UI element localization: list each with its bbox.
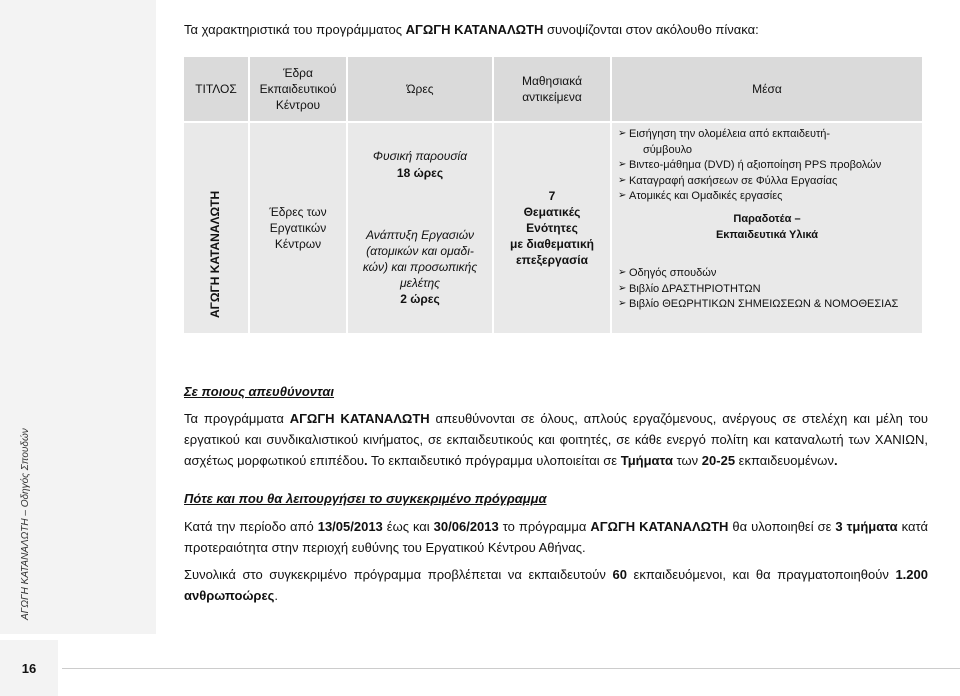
means-item: ➢ Καταγραφή ασκήσεων σε Φύλλα Εργασίας: [618, 174, 916, 190]
program-name: ΑΓΩΓΗ ΚΑΤΑΝΑΛΩΤΗ: [289, 411, 430, 426]
learning-line3: Ενότητες: [526, 220, 578, 235]
text-run: Το εκπαιδευτικό πρόγραμμα υλοποιείται σε: [367, 453, 621, 468]
summary-paragraph: [184, 564, 928, 606]
intro-post: συνοψίζονται στον ακόλουθο πίνακα:: [543, 22, 759, 37]
intro-pre: Τα χαρακτηριστικά του προγράμματος: [184, 22, 406, 37]
learning-line4: με διαθεματική: [510, 237, 594, 252]
text-run: κατά προτεραιότητα στην περιοχή ευθύνης του Εργατικού Κέντρου Αθήνας.: [184, 519, 928, 555]
date-from: 13/05/2013: [317, 519, 383, 534]
hours-dev: 2 ώρες: [400, 292, 440, 307]
date-to: 30/06/2013: [433, 519, 499, 534]
text-run: .: [833, 453, 838, 468]
header-means: Μέσα: [612, 57, 922, 121]
means-item: ➢ Οδηγός σπουδών: [618, 266, 916, 282]
hours-dev-line4: μελέτης: [399, 276, 440, 291]
means-item: ➢ Βιντεο-μάθημα (DVD) ή αξιοποίηση PPS προβολών: [618, 158, 916, 174]
deliverables-line1: Παραδοτέα –: [733, 213, 801, 226]
text-run: έως και: [382, 519, 434, 534]
footer-divider: [62, 668, 960, 669]
means-item: ➢ Εισήγηση την ολομέλεια από εκπαιδευτή-: [618, 127, 916, 143]
learning-cell: [494, 123, 610, 333]
sidebar-vertical-text: ΑΓΩΓΗ ΚΑΤΑΝΑΛΩΤΗ – Οδηγός Σπουδών: [20, 428, 31, 620]
when-heading: Πότε και που θα λειτουργήσει το συγκεκριμένο πρόγραμμα: [184, 491, 547, 506]
text-run: Συνολικά στο συγκεκριμένο πρόγραμμα προβλέπεται να εκπαιδευτούν: [184, 567, 613, 582]
means-item: ➢ Ατομικές και Ομαδικές εργασίες: [618, 189, 916, 205]
intro-text: [184, 22, 759, 37]
means-item-continued: σύμβουλο: [643, 143, 693, 156]
text-run: απευθύνονται σε όλους, απλούς εργαζόμενους, ανέργους σε στελέχη και μέλη του εργατικού και συνδικαλιστικού κινήματος, σε εκπαιδευτικούς και φοιτητές, σε κάθε ενεργό πολίτη και καταναλωτή των ΧΑΝΙΩΝ, ασχέτως μορφωτικού επιπέδου: [184, 411, 928, 468]
title-vertical: ΑΓΩΓΗ ΚΑΤΑΝΑΛΩΤΗ: [208, 190, 222, 318]
text-run: θα υλοποιηθεί σε: [728, 519, 836, 534]
means-item: ➢ Βιβλίο ΘΕΩΡΗΤΙΚΩΝ ΣΗΜΕΙΩΣΕΩΝ & ΝΟΜΟΘΕΣΙΑΣ: [618, 297, 916, 313]
trainees-count: 60: [612, 567, 627, 582]
deliverables-heading: [618, 212, 916, 243]
hours-dev-line1: Ανάπτυξη Εργασιών: [365, 227, 475, 242]
trainee-range: 20-25: [701, 453, 736, 468]
text-run: Κατά την περίοδο από: [184, 519, 318, 534]
hours-cell: [348, 123, 492, 333]
text-run: εκπαιδευόμενοι, και θα πραγματοποιηθούν: [626, 567, 896, 582]
text-run: εκπαιδευομένων: [735, 453, 834, 468]
sidebar-panel: [0, 0, 156, 634]
header-seat: Έδρα Εκπαιδευτικού Κέντρου: [250, 57, 346, 121]
deliverables-line2: Εκπαιδευτικά Υλικά: [715, 228, 819, 241]
learning-line2: Θεματικές: [523, 204, 581, 219]
text-run: των: [672, 453, 702, 468]
audience-heading: Σε ποιους απευθύνονται: [184, 384, 335, 399]
title-vertical-cell: [184, 123, 248, 333]
audience-paragraph: [184, 408, 928, 471]
program-name: ΑΓΩΓΗ ΚΑΤΑΝΑΛΩΤΗ: [590, 519, 729, 534]
header-learning: Μαθησιακά αντικείμενα: [494, 57, 610, 121]
seat-cell: Έδρες των Εργατικών Κέντρων: [250, 123, 346, 333]
text-run: Τα προγράμματα: [184, 411, 290, 426]
learning-line1: 7: [548, 188, 556, 203]
hours-dev-line2: (ατομικών και ομαδι-: [366, 243, 474, 258]
sections-label: Τμήματα: [620, 453, 673, 468]
hours-physical-label: Φυσική παρουσία: [372, 149, 468, 164]
header-title: ΤΙΤΛΟΣ: [184, 57, 248, 121]
hours-dev-line3: κών) και προσωπικής: [362, 260, 478, 275]
intro-program: ΑΓΩΓΗ ΚΑΤΑΝΑΛΩΤΗ: [405, 22, 544, 37]
means-cell: [612, 123, 922, 333]
header-hours: Ώρες: [348, 57, 492, 121]
hours-physical: 18 ώρες: [396, 165, 444, 180]
means-item: ➢ Βιβλίο ΔΡΑΣΤΗΡΙΟΤΗΤΩΝ: [618, 282, 916, 298]
text-run: το πρόγραμμα: [498, 519, 591, 534]
page-number: 16: [0, 640, 58, 696]
text-run: .: [274, 588, 279, 603]
learning-line5: επεξεργασία: [515, 253, 588, 268]
sections-count: 3 τμήματα: [835, 519, 898, 534]
when-paragraph: [184, 516, 928, 558]
text-run: .: [363, 453, 368, 468]
man-hours: 1.200 ανθρωποώρες: [184, 567, 928, 603]
program-table: [184, 57, 922, 333]
